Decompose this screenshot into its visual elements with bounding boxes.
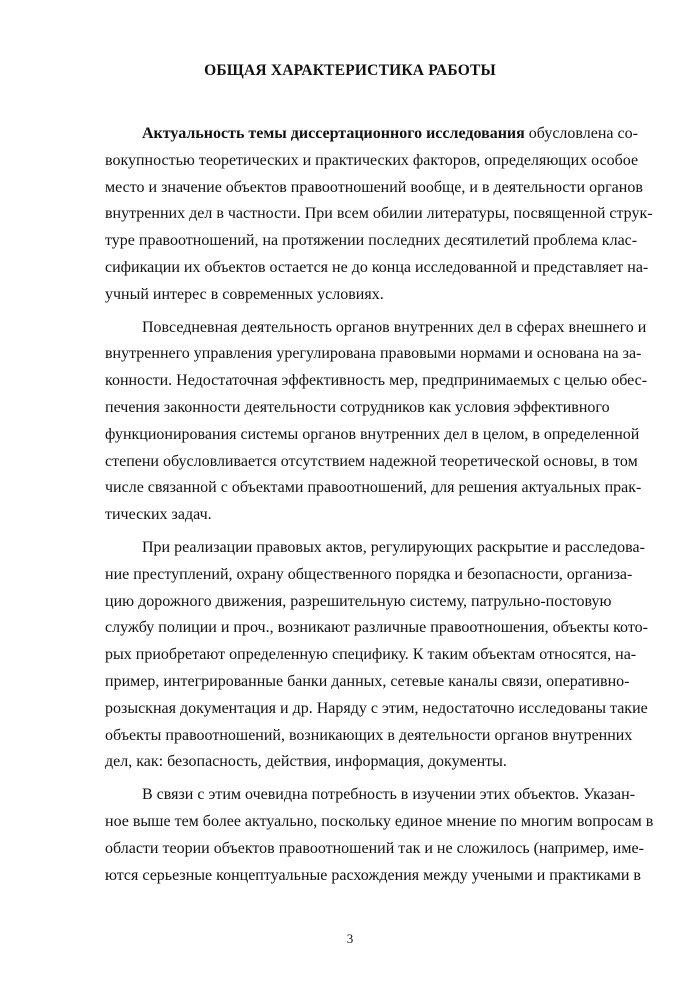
text-line [105,121,638,148]
text-line: сификации их объектов остается не до конца исследованной и представляет на- [105,258,649,276]
text-line: место и значение объектов правоотношений вообще, и в деятельности органов [105,178,643,196]
body-text [105,121,654,889]
page-number: 3 [346,931,354,946]
text-line: вокупностью теоретических и практических факторов, определяющих особое [105,151,639,169]
text-line: ное выше тем более актуально, поскольку единое мнение по многим вопросам в [105,812,654,830]
text-line: области теории объектов правоотношений так и не сложилось (например, име- [105,839,644,857]
text-line: ние преступлений, охрану общественного порядка и безопасности, организа- [105,565,633,583]
text-line: службу полиции и проч., возникают различные правоотношения, объекты кото- [105,619,648,637]
lead-bold-phrase: Актуальность темы диссертационного исследования [142,125,525,142]
text-line: объекты правоотношений, возникающих в деятельности органов внутренних [105,726,633,744]
text-line: числе связанной с объектами правоотношений, для решения актуальных прак- [105,479,642,497]
text-line: пример, интегрированные банки данных, сетевые каналы связи, оперативно- [105,672,630,690]
text-line: цию дорожного движения, разрешительную систему, патрульно-постовую [105,592,612,610]
text-line: В связи с этим очевидна потребность в изучении этих объектов. Указан- [142,786,636,804]
text-line: функционирования системы органов внутренних дел в целом, в определенной [105,425,640,443]
text-line: внутренних дел в частности. При всем обилии литературы, посвященной струк- [105,205,653,223]
text-line: При реализации правовых актов, регулирующих раскрытие и расследова- [142,538,645,556]
section-title: ОБЩАЯ ХАРАКТЕРИСТИКА РАБОТЫ [204,62,496,79]
text-line: дел, как: безопасность, действия, информация, документы. [105,753,507,771]
text-line: тических задач. [105,506,212,524]
paragraph-daily-activity [105,315,648,529]
text-line: степени обусловливается отсутствием надежной теоретической основы, в том [105,452,638,470]
text-line: туре правоотношений, на протяжении последних десятилетий проблема клас- [105,232,638,250]
text-line: печения законности деятельности сотрудников как условия эффективного [105,398,610,416]
text-line: розыскная документация и др. Наряду с этим, недостаточно исследованы такие [105,699,648,717]
paragraph-relevance [105,121,653,309]
paragraph-need-for-study [105,782,654,889]
text-line: ются серьезные концептуальные расхождения между учеными и практиками в [105,866,641,884]
text-line: конности. Недостаточная эффективность мер, предпринимаемых с целью обес- [105,372,648,390]
paragraph-legal-acts [105,535,648,776]
text-line: Повседневная деятельность органов внутренних дел в сферах внешнего и [142,318,647,336]
text-line: учный интерес в современных условиях. [105,285,384,303]
text-line: рых приобретают определенную специфику. К таким объектам относятся, на- [105,646,637,664]
text-line: внутреннего управления урегулирована правовыми нормами и основана на за- [105,345,642,363]
text-line-rest: обусловлена со- [524,125,638,142]
